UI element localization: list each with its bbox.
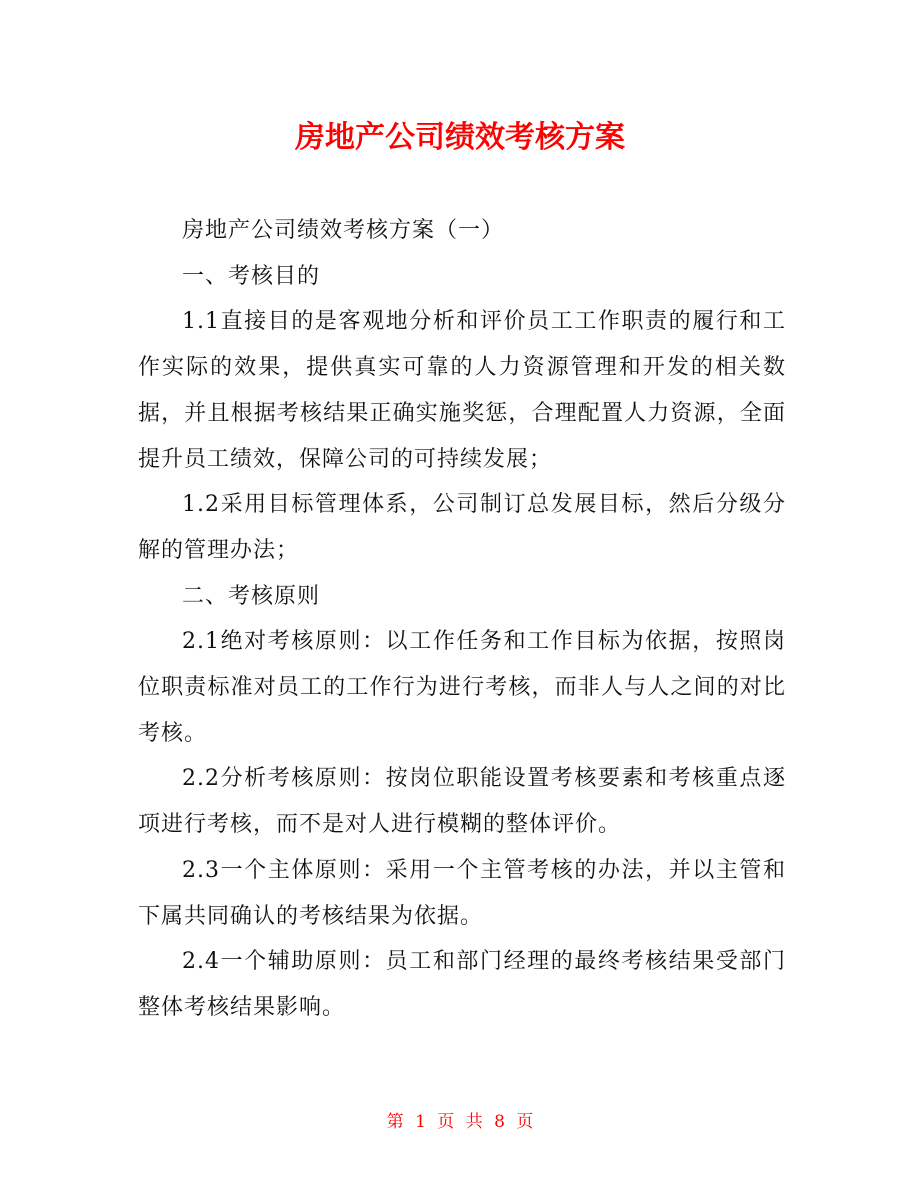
paragraph-2-3: 2.3一个主体原则：采用一个主管考核的办法，并以主管和下属共同确认的考核结果为依据。: [138, 857, 786, 929]
page-number-footer: 第 1 页 共 8 页: [386, 1112, 534, 1132]
document-body: [138, 208, 786, 1031]
section-heading-purpose: 一、考核目的: [182, 263, 321, 289]
paragraph-2-4: 2.4一个辅助原则：员工和部门经理的最终考核结果受部门整体考核结果影响。: [138, 949, 786, 1020]
document-title: 房地产公司绩效考核方案: [295, 120, 625, 155]
paragraph-subtitle: 房地产公司绩效考核方案（一）: [182, 218, 505, 243]
section-heading-principles: 二、考核原则: [182, 583, 321, 609]
paragraph-1-2: 1.2采用目标管理体系，公司制订总发展目标，然后分级分解的管理办法；: [138, 492, 786, 563]
paragraph-2-1: 2.1绝对考核原则：以工作任务和工作目标为依据，按照岗位职责标准对员工的工作行为进行考核，而非人与人之间的对比考核。: [138, 629, 786, 746]
paragraph-2-2: 2.2分析考核原则：按岗位职能设置考核要素和考核重点逐项进行考核，而不是对人进行模糊的整体评价。: [138, 766, 786, 838]
paragraph-1-1: 1.1直接目的是客观地分析和评价员工工作职责的履行和工作实际的效果，提供真实可靠的人力资源管理和开发的相关数据，并且根据考核结果正确实施奖惩，合理配置人力资源，全面提升员工绩效，保障公司的可持续发展；: [138, 309, 786, 472]
